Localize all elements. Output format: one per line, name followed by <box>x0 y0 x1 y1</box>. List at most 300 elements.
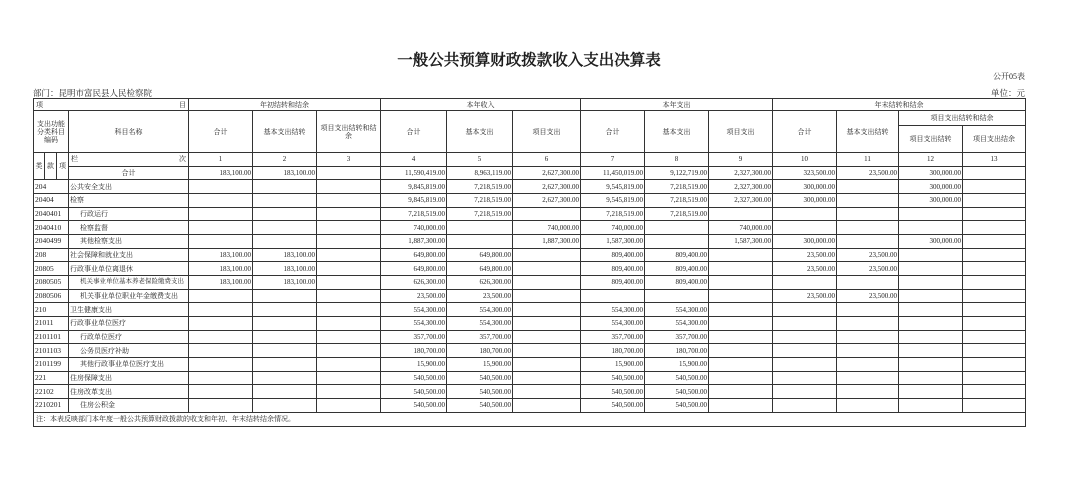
opening-total-header: 合计 <box>189 111 253 153</box>
total-closing-project-balance <box>963 166 1026 180</box>
value-closing-total: 23,500.00 <box>773 289 837 303</box>
value-closing-project-balance <box>963 289 1026 303</box>
value-opening-total <box>189 289 253 303</box>
value-closing-basic <box>837 399 899 413</box>
total-expense-total: 11,450,019.00 <box>581 166 645 180</box>
function-code: 2040499 <box>34 235 69 249</box>
value-income-project <box>513 289 581 303</box>
value-opening-basic <box>253 289 317 303</box>
value-expense-total: 540,500.00 <box>581 399 645 413</box>
table-row <box>34 262 1026 276</box>
current-income-header: 本年收入 <box>381 99 581 111</box>
value-opening-basic <box>253 371 317 385</box>
value-income-total: 540,500.00 <box>381 371 447 385</box>
value-closing-basic <box>837 330 899 344</box>
value-expense-total: 540,500.00 <box>581 371 645 385</box>
value-opening-total <box>189 330 253 344</box>
value-opening-basic <box>253 385 317 399</box>
value-opening-basic <box>253 344 317 358</box>
value-closing-project-carry <box>899 303 963 317</box>
value-opening-basic: 183,100.00 <box>253 276 317 290</box>
value-closing-project-carry <box>899 276 963 290</box>
value-expense-basic: 809,400.00 <box>645 262 709 276</box>
value-opening-basic: 183,100.00 <box>253 262 317 276</box>
value-expense-basic: 554,300.00 <box>645 303 709 317</box>
value-closing-basic <box>837 303 899 317</box>
value-opening-project <box>317 358 381 372</box>
value-opening-total <box>189 317 253 331</box>
header-row-groups <box>34 99 1026 111</box>
table-row <box>34 194 1026 208</box>
column-number-expense-basic: 8 <box>645 153 709 167</box>
value-opening-total <box>189 358 253 372</box>
current-expense-header: 本年支出 <box>581 99 773 111</box>
value-expense-project <box>709 262 773 276</box>
value-closing-project-balance <box>963 262 1026 276</box>
value-expense-basic: 809,400.00 <box>645 248 709 262</box>
closing-project-carry-header: 项目支出结转 <box>899 126 963 153</box>
function-code-header: 支出功能分类科目编码 <box>34 111 69 153</box>
form-number: 公开05表 <box>993 72 1025 81</box>
value-expense-total: 1,587,300.00 <box>581 235 645 249</box>
value-income-total: 9,845,819.00 <box>381 180 447 194</box>
value-income-project <box>513 248 581 262</box>
item-header <box>34 99 189 111</box>
function-code: 210 <box>34 303 69 317</box>
total-income-project: 2,627,300.00 <box>513 166 581 180</box>
closing-project-balance-header: 项目支出结余 <box>963 126 1026 153</box>
value-opening-total: 183,100.00 <box>189 276 253 290</box>
value-opening-project <box>317 276 381 290</box>
total-expense-project: 2,327,300.00 <box>709 166 773 180</box>
value-expense-total: 9,545,819.00 <box>581 180 645 194</box>
table-row <box>34 180 1026 194</box>
value-opening-total <box>189 385 253 399</box>
value-income-total: 9,845,819.00 <box>381 194 447 208</box>
item-name: 机关事业单位基本养老保险缴费支出 <box>69 276 189 290</box>
value-opening-basic <box>253 207 317 221</box>
value-opening-project <box>317 385 381 399</box>
value-closing-project-balance <box>963 330 1026 344</box>
column-number-label-text: 栏次 <box>71 155 186 164</box>
value-expense-basic <box>645 235 709 249</box>
value-opening-total: 183,100.00 <box>189 262 253 276</box>
value-opening-project <box>317 317 381 331</box>
expense-total-header: 合计 <box>581 111 645 153</box>
table-note: 注：本表反映部门本年度一般公共预算财政拨款的收支和年初、年末结转结余情况。 <box>34 412 1026 426</box>
column-number-row <box>34 153 1026 167</box>
value-opening-total <box>189 221 253 235</box>
column-number-income-total: 4 <box>381 153 447 167</box>
value-closing-project-balance <box>963 235 1026 249</box>
table-row <box>34 248 1026 262</box>
value-closing-project-carry <box>899 221 963 235</box>
value-closing-project-balance <box>963 276 1026 290</box>
value-closing-project-balance <box>963 180 1026 194</box>
value-income-basic: 7,218,519.00 <box>447 194 513 208</box>
value-closing-basic <box>837 371 899 385</box>
value-closing-basic <box>837 235 899 249</box>
value-closing-project-carry <box>899 385 963 399</box>
header-row-columns <box>34 111 1026 126</box>
value-closing-project-carry: 300,000.00 <box>899 180 963 194</box>
code-level-item: 项 <box>57 153 69 180</box>
item-name: 机关事业单位职业年金缴费支出 <box>69 289 189 303</box>
value-opening-project <box>317 180 381 194</box>
value-closing-basic <box>837 358 899 372</box>
closing-project-group-header: 项目支出结转和结余 <box>899 111 1026 126</box>
table-row <box>34 330 1026 344</box>
function-code: 204 <box>34 180 69 194</box>
function-code: 2101101 <box>34 330 69 344</box>
value-expense-basic: 540,500.00 <box>645 399 709 413</box>
value-income-total: 357,700.00 <box>381 330 447 344</box>
total-income-total: 11,590,419.00 <box>381 166 447 180</box>
table-row <box>34 317 1026 331</box>
value-income-basic: 649,800.00 <box>447 262 513 276</box>
value-opening-project <box>317 399 381 413</box>
total-row <box>34 166 1026 180</box>
function-code: 2040401 <box>34 207 69 221</box>
value-income-project <box>513 207 581 221</box>
value-income-project <box>513 276 581 290</box>
value-income-project: 2,627,300.00 <box>513 194 581 208</box>
value-closing-total <box>773 276 837 290</box>
value-income-total: 649,800.00 <box>381 248 447 262</box>
total-closing-total: 323,500.00 <box>773 166 837 180</box>
item-name: 检察 <box>69 194 189 208</box>
value-closing-total: 300,000.00 <box>773 235 837 249</box>
item-name: 检察监督 <box>69 221 189 235</box>
value-income-total: 626,300.00 <box>381 276 447 290</box>
value-closing-project-carry <box>899 317 963 331</box>
value-opening-project <box>317 289 381 303</box>
value-income-project: 1,887,300.00 <box>513 235 581 249</box>
value-expense-project <box>709 317 773 331</box>
table-row <box>34 358 1026 372</box>
item-name-header: 科目名称 <box>69 111 189 153</box>
function-code: 20404 <box>34 194 69 208</box>
note-row <box>34 412 1026 426</box>
value-opening-basic: 183,100.00 <box>253 248 317 262</box>
column-number-expense-project: 9 <box>709 153 773 167</box>
total-income-basic: 8,963,119.00 <box>447 166 513 180</box>
value-closing-total <box>773 344 837 358</box>
value-income-basic: 7,218,519.00 <box>447 207 513 221</box>
value-closing-project-balance <box>963 344 1026 358</box>
value-income-project <box>513 399 581 413</box>
function-code: 221 <box>34 371 69 385</box>
value-income-project <box>513 330 581 344</box>
value-opening-project <box>317 303 381 317</box>
total-label: 合计 <box>69 166 189 180</box>
value-closing-basic <box>837 344 899 358</box>
value-expense-project <box>709 385 773 399</box>
column-number-closing-total: 10 <box>773 153 837 167</box>
function-code: 21011 <box>34 317 69 331</box>
closing-balance-header: 年末结转和结余 <box>773 99 1026 111</box>
item-name: 行政单位医疗 <box>69 330 189 344</box>
item-name: 住房改革支出 <box>69 385 189 399</box>
value-income-total: 740,000.00 <box>381 221 447 235</box>
value-closing-project-balance <box>963 303 1026 317</box>
value-income-basic: 540,500.00 <box>447 371 513 385</box>
value-expense-total: 554,300.00 <box>581 317 645 331</box>
value-opening-project <box>317 221 381 235</box>
item-name: 行政运行 <box>69 207 189 221</box>
code-level-class: 类 <box>34 153 45 180</box>
column-number-label <box>69 153 189 167</box>
value-income-basic <box>447 235 513 249</box>
column-number-opening-total: 1 <box>189 153 253 167</box>
value-closing-total <box>773 221 837 235</box>
value-opening-project <box>317 371 381 385</box>
value-expense-project: 2,327,300.00 <box>709 194 773 208</box>
value-closing-project-balance <box>963 194 1026 208</box>
opening-project-header: 项目支出结转和结余 <box>317 111 381 153</box>
income-basic-header: 基本支出 <box>447 111 513 153</box>
value-closing-total: 300,000.00 <box>773 194 837 208</box>
value-closing-project-carry <box>899 289 963 303</box>
value-opening-total: 183,100.00 <box>189 248 253 262</box>
function-code: 2210201 <box>34 399 69 413</box>
value-income-basic: 540,500.00 <box>447 399 513 413</box>
value-expense-basic: 357,700.00 <box>645 330 709 344</box>
column-number-closing-basic: 11 <box>837 153 899 167</box>
value-opening-project <box>317 248 381 262</box>
value-closing-basic <box>837 221 899 235</box>
value-closing-project-balance <box>963 385 1026 399</box>
total-opening-basic: 183,100.00 <box>253 166 317 180</box>
item-name: 卫生健康支出 <box>69 303 189 317</box>
value-expense-project: 2,327,300.00 <box>709 180 773 194</box>
value-expense-project <box>709 399 773 413</box>
value-income-basic: 15,900.00 <box>447 358 513 372</box>
value-income-basic: 554,300.00 <box>447 303 513 317</box>
value-closing-total <box>773 385 837 399</box>
department-label: 部门：昆明市富民县人民检察院 <box>33 88 153 98</box>
value-closing-project-balance <box>963 371 1026 385</box>
value-expense-basic: 15,900.00 <box>645 358 709 372</box>
value-income-basic <box>447 221 513 235</box>
column-number-opening-basic: 2 <box>253 153 317 167</box>
item-name: 行政事业单位离退休 <box>69 262 189 276</box>
value-closing-project-carry <box>899 371 963 385</box>
function-code: 2101199 <box>34 358 69 372</box>
function-code: 2101103 <box>34 344 69 358</box>
table-row <box>34 221 1026 235</box>
value-closing-basic <box>837 180 899 194</box>
item-name: 社会保障和就业支出 <box>69 248 189 262</box>
item-name: 其他行政事业单位医疗支出 <box>69 358 189 372</box>
value-income-total: 23,500.00 <box>381 289 447 303</box>
value-expense-project <box>709 371 773 385</box>
opening-balance-header: 年初结转和结余 <box>189 99 381 111</box>
table-row <box>34 399 1026 413</box>
item-name: 住房公积金 <box>69 399 189 413</box>
value-opening-basic <box>253 303 317 317</box>
value-opening-basic <box>253 330 317 344</box>
closing-basic-header: 基本支出结转 <box>837 111 899 153</box>
value-income-basic: 554,300.00 <box>447 317 513 331</box>
value-expense-project: 740,000.00 <box>709 221 773 235</box>
table-row <box>34 289 1026 303</box>
total-closing-project-carry: 300,000.00 <box>899 166 963 180</box>
value-expense-basic: 809,400.00 <box>645 276 709 290</box>
value-expense-project <box>709 330 773 344</box>
value-income-project <box>513 317 581 331</box>
total-opening-project <box>317 166 381 180</box>
value-expense-basic <box>645 289 709 303</box>
value-income-total: 15,900.00 <box>381 358 447 372</box>
value-closing-basic <box>837 276 899 290</box>
item-name: 其他检察支出 <box>69 235 189 249</box>
value-expense-basic: 7,218,519.00 <box>645 180 709 194</box>
value-expense-basic: 7,218,519.00 <box>645 194 709 208</box>
item-name: 住房保障支出 <box>69 371 189 385</box>
value-income-project <box>513 385 581 399</box>
report-title: 一般公共预算财政拨款收入支出决算表 <box>397 52 661 69</box>
column-number-opening-project: 3 <box>317 153 381 167</box>
value-opening-project <box>317 262 381 276</box>
table-row <box>34 235 1026 249</box>
value-income-basic: 7,218,519.00 <box>447 180 513 194</box>
income-total-header: 合计 <box>381 111 447 153</box>
budget-table <box>33 98 1026 427</box>
value-closing-basic: 23,500.00 <box>837 262 899 276</box>
table-row <box>34 207 1026 221</box>
value-income-basic: 540,500.00 <box>447 385 513 399</box>
table-body <box>34 99 1026 427</box>
item-header-label: 项目 <box>36 100 186 109</box>
value-income-basic: 23,500.00 <box>447 289 513 303</box>
closing-total-header: 合计 <box>773 111 837 153</box>
value-expense-total: 180,700.00 <box>581 344 645 358</box>
value-expense-project <box>709 358 773 372</box>
value-closing-project-carry <box>899 262 963 276</box>
value-closing-total <box>773 399 837 413</box>
value-closing-total <box>773 207 837 221</box>
value-expense-basic: 180,700.00 <box>645 344 709 358</box>
value-opening-total <box>189 180 253 194</box>
value-opening-basic <box>253 317 317 331</box>
value-opening-basic <box>253 399 317 413</box>
value-income-total: 540,500.00 <box>381 399 447 413</box>
total-expense-basic: 9,122,719.00 <box>645 166 709 180</box>
value-opening-project <box>317 235 381 249</box>
value-closing-project-carry <box>899 248 963 262</box>
value-closing-basic <box>837 385 899 399</box>
income-project-header: 项目支出 <box>513 111 581 153</box>
value-closing-project-balance <box>963 358 1026 372</box>
value-closing-total <box>773 317 837 331</box>
value-closing-project-balance <box>963 221 1026 235</box>
value-expense-project <box>709 276 773 290</box>
function-code: 2040410 <box>34 221 69 235</box>
function-code: 20805 <box>34 262 69 276</box>
value-expense-project: 1,587,300.00 <box>709 235 773 249</box>
table-row <box>34 276 1026 290</box>
value-opening-total <box>189 303 253 317</box>
value-income-project: 740,000.00 <box>513 221 581 235</box>
value-closing-project-carry <box>899 344 963 358</box>
column-number-income-basic: 5 <box>447 153 513 167</box>
value-expense-basic: 540,500.00 <box>645 371 709 385</box>
value-opening-total <box>189 235 253 249</box>
value-closing-project-balance <box>963 207 1026 221</box>
value-opening-project <box>317 344 381 358</box>
value-income-total: 540,500.00 <box>381 385 447 399</box>
value-expense-total: 7,218,519.00 <box>581 207 645 221</box>
opening-basic-header: 基本支出结转 <box>253 111 317 153</box>
value-closing-project-balance <box>963 317 1026 331</box>
function-code: 22102 <box>34 385 69 399</box>
value-expense-basic <box>645 221 709 235</box>
table-row <box>34 303 1026 317</box>
value-expense-total: 9,545,819.00 <box>581 194 645 208</box>
value-income-project: 2,627,300.00 <box>513 180 581 194</box>
value-closing-project-carry: 300,000.00 <box>899 194 963 208</box>
value-closing-total: 300,000.00 <box>773 180 837 194</box>
value-expense-project <box>709 303 773 317</box>
value-expense-project <box>709 207 773 221</box>
value-expense-project <box>709 344 773 358</box>
value-income-basic: 649,800.00 <box>447 248 513 262</box>
value-opening-basic <box>253 235 317 249</box>
function-code: 2080506 <box>34 289 69 303</box>
column-number-expense-total: 7 <box>581 153 645 167</box>
value-closing-basic <box>837 207 899 221</box>
value-closing-total <box>773 371 837 385</box>
value-opening-total <box>189 194 253 208</box>
value-opening-basic <box>253 194 317 208</box>
value-opening-basic <box>253 180 317 194</box>
value-expense-total: 540,500.00 <box>581 385 645 399</box>
value-opening-project <box>317 194 381 208</box>
column-number-income-project: 6 <box>513 153 581 167</box>
value-closing-total <box>773 303 837 317</box>
value-closing-basic: 23,500.00 <box>837 289 899 303</box>
value-expense-total: 809,400.00 <box>581 262 645 276</box>
value-opening-total <box>189 344 253 358</box>
value-closing-project-balance <box>963 248 1026 262</box>
expense-project-header: 项目支出 <box>709 111 773 153</box>
value-closing-project-carry: 300,000.00 <box>899 235 963 249</box>
value-expense-basic: 554,300.00 <box>645 317 709 331</box>
value-closing-project-carry <box>899 399 963 413</box>
column-number-closing-project-carry: 12 <box>899 153 963 167</box>
value-expense-total: 809,400.00 <box>581 276 645 290</box>
value-closing-basic: 23,500.00 <box>837 248 899 262</box>
value-closing-basic <box>837 194 899 208</box>
value-opening-total <box>189 371 253 385</box>
value-income-total: 1,887,300.00 <box>381 235 447 249</box>
value-income-total: 7,218,519.00 <box>381 207 447 221</box>
value-income-basic: 357,700.00 <box>447 330 513 344</box>
value-opening-project <box>317 207 381 221</box>
value-closing-project-carry <box>899 330 963 344</box>
value-opening-total <box>189 207 253 221</box>
code-level-section: 款 <box>45 153 57 180</box>
function-code: 2080505 <box>34 276 69 290</box>
value-expense-total: 15,900.00 <box>581 358 645 372</box>
total-closing-basic: 23,500.00 <box>837 166 899 180</box>
value-income-total: 649,800.00 <box>381 262 447 276</box>
value-opening-total <box>189 399 253 413</box>
value-closing-basic <box>837 317 899 331</box>
value-income-basic: 626,300.00 <box>447 276 513 290</box>
value-expense-basic: 7,218,519.00 <box>645 207 709 221</box>
